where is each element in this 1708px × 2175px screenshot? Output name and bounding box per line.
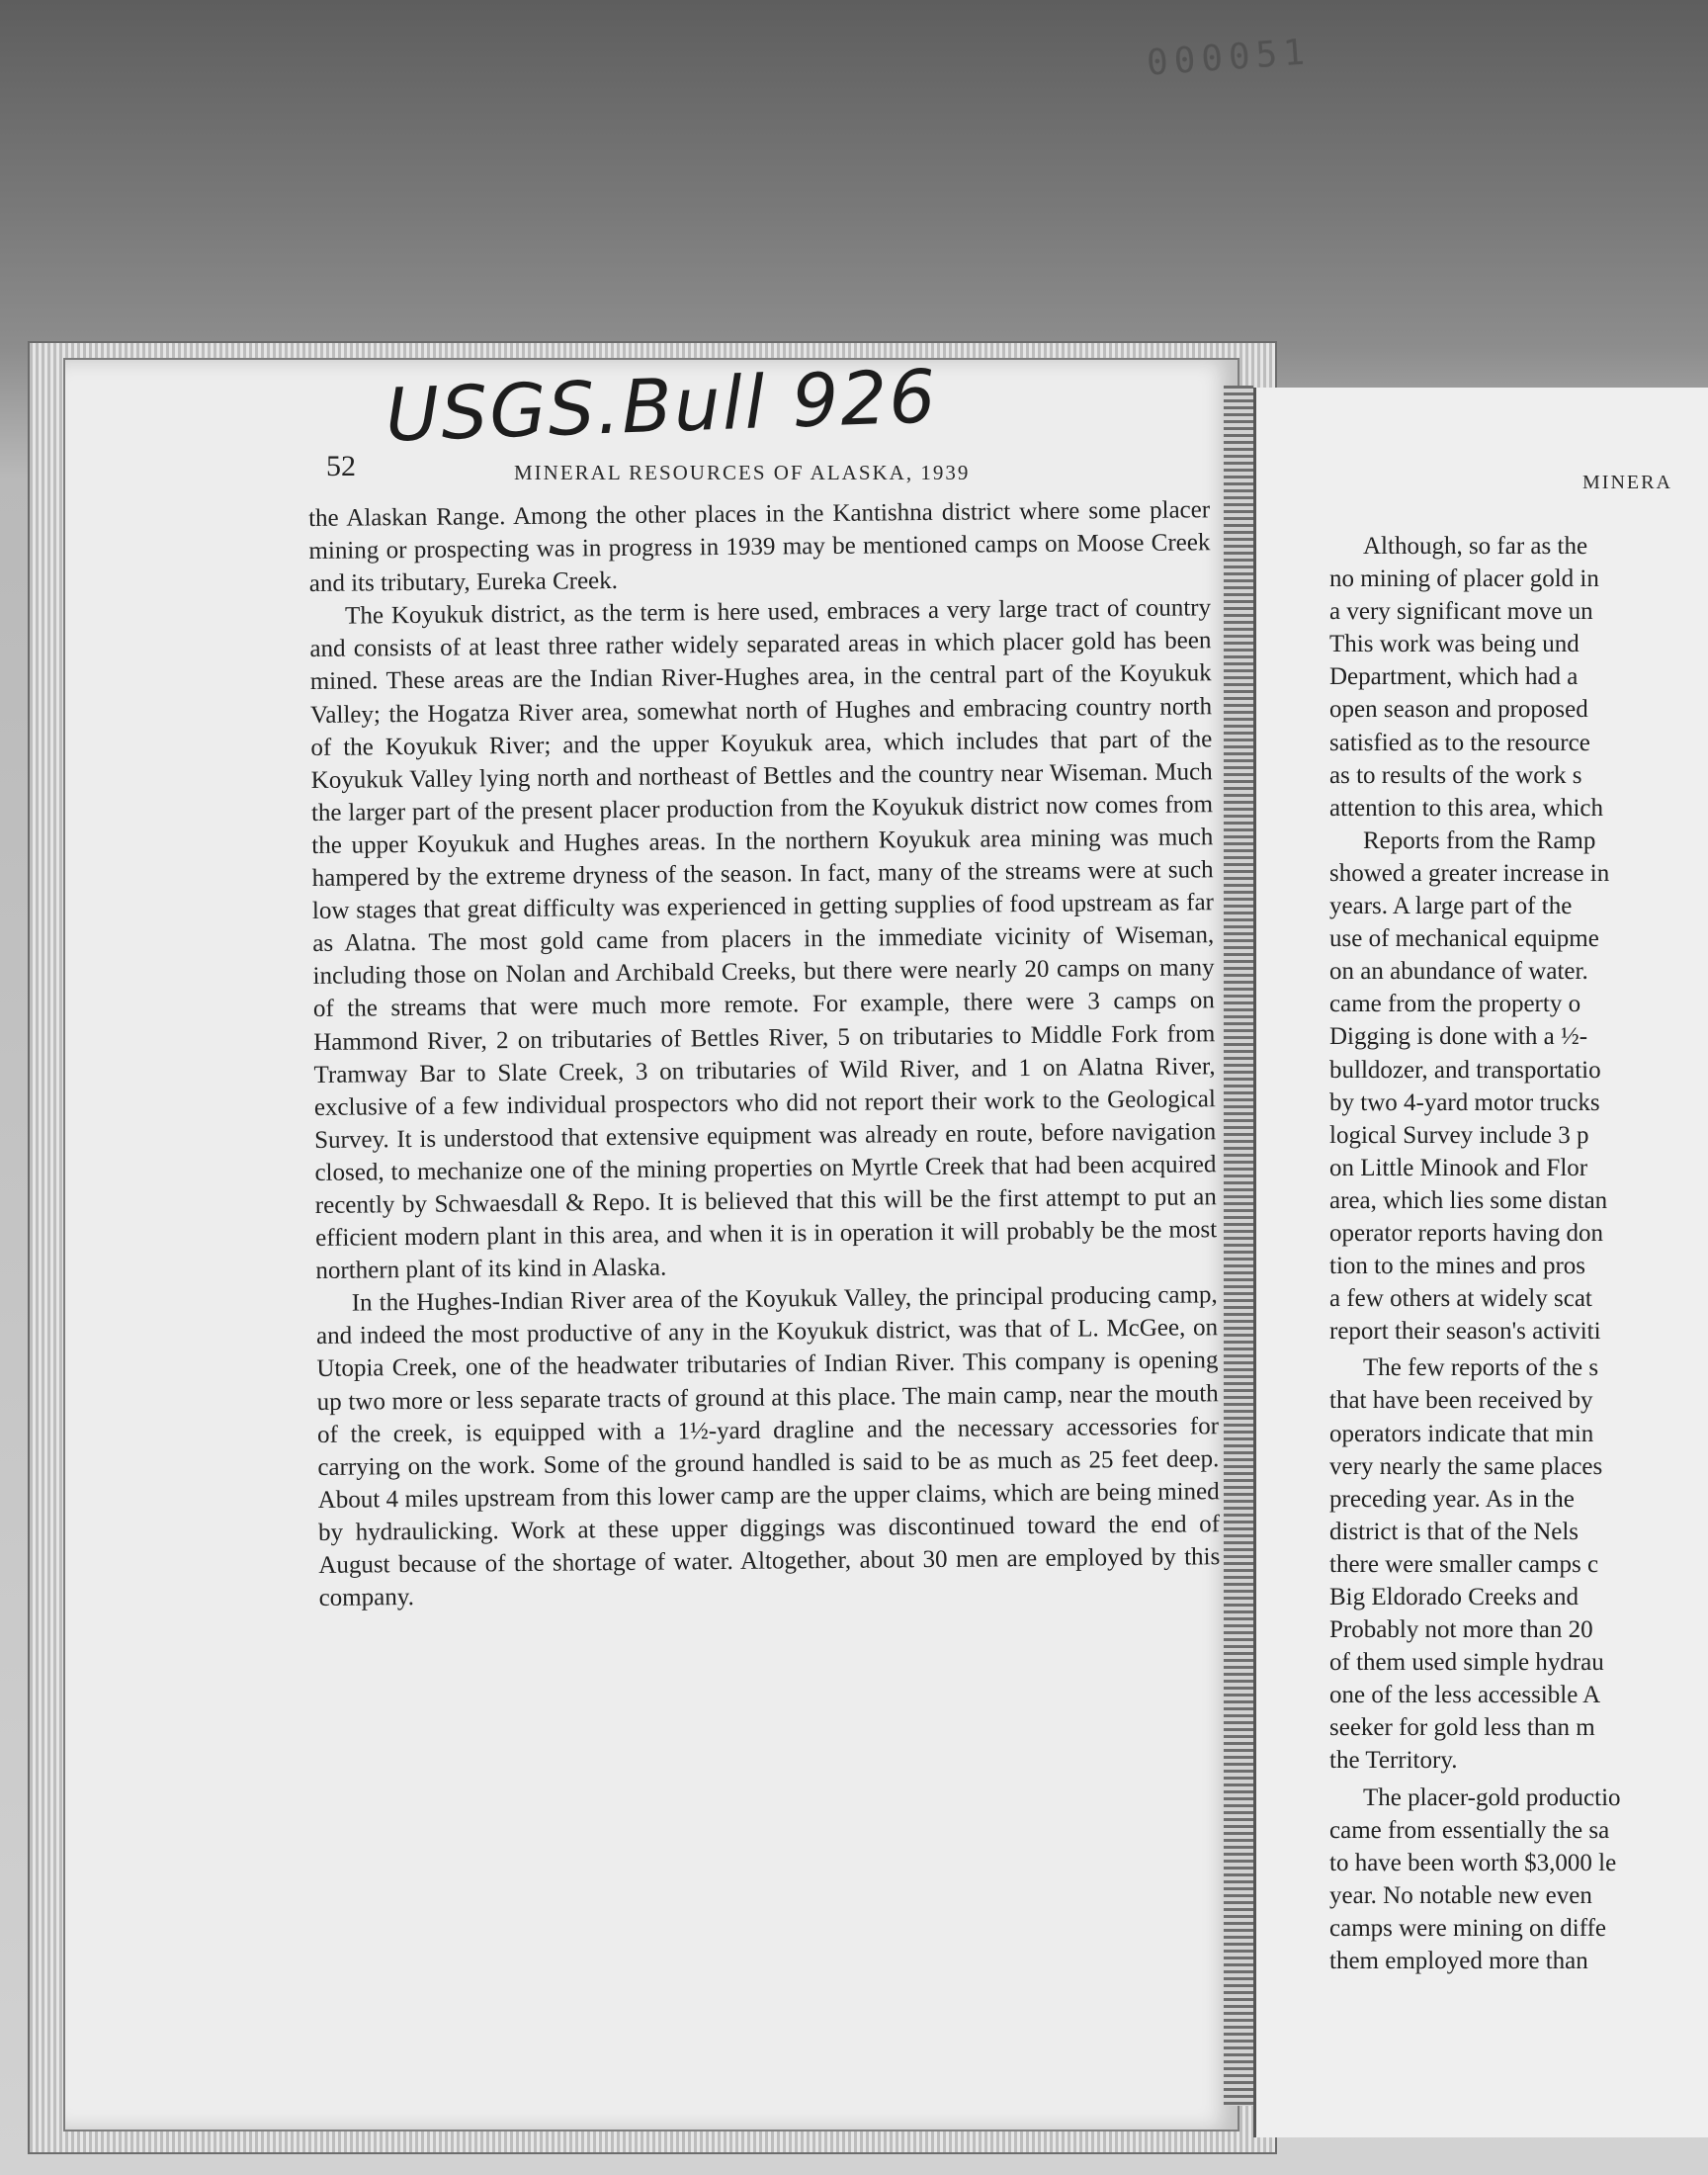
archive-stamp: 000051 <box>1145 32 1313 84</box>
text-line: bulldozer, and transportatio <box>1329 1056 1601 1084</box>
text-line: use of mechanical equipme <box>1329 925 1599 953</box>
text-line: on Little Minook and Flor <box>1329 1154 1588 1181</box>
text-line: a few others at widely scat <box>1329 1285 1592 1313</box>
text-line: camps were mining on diffe <box>1329 1914 1607 1942</box>
text-line: as to results of the work s <box>1329 761 1582 789</box>
text-line: showed a greater increase in <box>1329 859 1610 887</box>
text-line: one of the less accessible A <box>1329 1682 1601 1709</box>
text-line: report their season's activiti <box>1329 1318 1601 1346</box>
text-line: attention to this area, which <box>1329 794 1604 822</box>
text-line: years. A large part of the <box>1329 893 1573 920</box>
text-line: preceding year. As in the <box>1329 1485 1575 1513</box>
page-number: 52 <box>326 450 356 482</box>
text-line: operators indicate that min <box>1329 1420 1594 1447</box>
text-line: The few reports of the s <box>1363 1354 1599 1382</box>
text-line: Reports from the Ramp <box>1363 826 1596 854</box>
text-line: Big Eldorado Creeks and <box>1329 1584 1580 1610</box>
text-line: no mining of placer gold in <box>1329 566 1599 593</box>
text-line: tion to the mines and pros <box>1329 1253 1585 1280</box>
paragraph: the Alaskan Range. Among the other places in the Kantishna district where some placer mining or prospecting was in progress in 1939 may be mentioned camps on Moose Creek and its tributary, Eureka Creek. <box>308 496 1211 598</box>
text-line: the Territory. <box>1329 1747 1458 1775</box>
text-line: by two 4-yard motor trucks <box>1329 1088 1600 1116</box>
text-line: seeker for gold less than m <box>1329 1714 1595 1742</box>
text-line: district is that of the Nels <box>1329 1518 1580 1545</box>
paragraph: The Koyukuk district, as the term is here used, embraces a very large tract of country and consists of at least three rather widely separated areas in which placer gold has been mined. These areas are the Indian River-Hughes area, in the central part of the Koyukuk Valley; the Hogatza River area, somewhat north of Hughes and embracing country north of the Koyukuk River; and the upper Koyukuk area, which includes that part of the Koyukuk Valley lying north and northeast of Bettles and the country near Wiseman. Much the larger part of the present placer production from the Koyukuk district now comes from the upper Koyukuk and Hughes areas. In the northern Koyukuk area mining was much hampered by the extreme dryness of the season. In fact, many of the streams were at such low stages that great difficulty was experienced in getting supplies of food upstream as far as Alatna. The most gold came from placers in the immediate vicinity of Wiseman, including those on Nolan and Archibald Creeks, but there were nearly 20 camps on many of the streams that were much more remote. For example, there were 3 camps on Hammond River, 2 on tributaries of Bettles River, 5 on tributaries to Middle Fork from Tramway Bar to Slate Creek, 3 on tributaries of Wild River, and 1 on Alatna River, exclusive of a few individual prospectors who did not report their work to the Geological Survey. It is understood that extensive equipment was already en route, before navigation closed, to mechanize one of the mining properties on Myrtle Creek that had been acquired recently by Schwaesdall & Repo. It is believed that this will be the first attempt to put an efficient modern plant in this area, and when it is in operation it will probably be the most northern plant of its kind in Alaska. <box>309 594 1218 1285</box>
left-page-body <box>308 493 1225 2015</box>
right-page-body <box>1329 530 1708 1977</box>
book-gutter <box>1224 386 1253 2106</box>
text-line: open season and proposed <box>1329 696 1588 724</box>
text-line: that have been received by <box>1329 1387 1593 1415</box>
text-line: Department, which had a <box>1329 663 1579 691</box>
text-line: came from the property o <box>1329 991 1581 1018</box>
text-line: a very significant move un <box>1329 598 1593 626</box>
right-page <box>1253 388 1708 2137</box>
text-line: Although, so far as the <box>1363 533 1588 560</box>
text-line: of them used simple hydrau <box>1329 1649 1604 1677</box>
text-line: there were smaller camps c <box>1329 1550 1599 1578</box>
text-line: area, which lies some distan <box>1329 1186 1608 1214</box>
right-running-head: MINERA <box>1582 472 1672 493</box>
handwritten-annotation: USGS.Bull 926 <box>384 354 939 459</box>
paragraph: In the Hughes-Indian River area of the Koyukuk Valley, the principal producing camp, and indeed the most productive of any in the Koyukuk district, was that of L. McGee, on Utopia Creek, one of the headwater tributaries of Indian River. This company is opening up two more or less separate tracts of ground at this place. The main camp, near the mouth of the creek, is equipped with a 1½-yard dragline and the necessary accessories for carrying on the work. Some of the ground handled is said to be as much as 25 feet deep. About 4 miles upstream from this lower camp are the upper claims, which are being mined by hydraulicking. Work at these upper diggings was discontinued toward the end of August because of the shortage of water. Altogether, about 30 men are employed by this company. <box>315 1281 1221 1612</box>
text-line: operator reports having don <box>1329 1219 1604 1247</box>
text-line: year. No notable new even <box>1329 1881 1592 1909</box>
text-line: Probably not more than 20 <box>1329 1616 1593 1644</box>
text-line: to have been worth $3,000 le <box>1329 1849 1617 1876</box>
text-line: This work was being und <box>1329 631 1580 658</box>
text-line: Digging is done with a ½- <box>1329 1023 1588 1051</box>
text-line: The placer-gold productio <box>1363 1784 1621 1811</box>
text-line: logical Survey include 3 p <box>1329 1121 1589 1149</box>
text-line: on an abundance of water. <box>1329 958 1588 986</box>
text-line: satisfied as to the resource <box>1329 729 1590 756</box>
text-line: them employed more than <box>1329 1948 1588 1975</box>
running-head: MINERAL RESOURCES OF ALASKA, 1939 <box>514 461 971 484</box>
text-line: very nearly the same places <box>1329 1452 1603 1480</box>
text-line: came from essentially the sa <box>1329 1816 1610 1844</box>
